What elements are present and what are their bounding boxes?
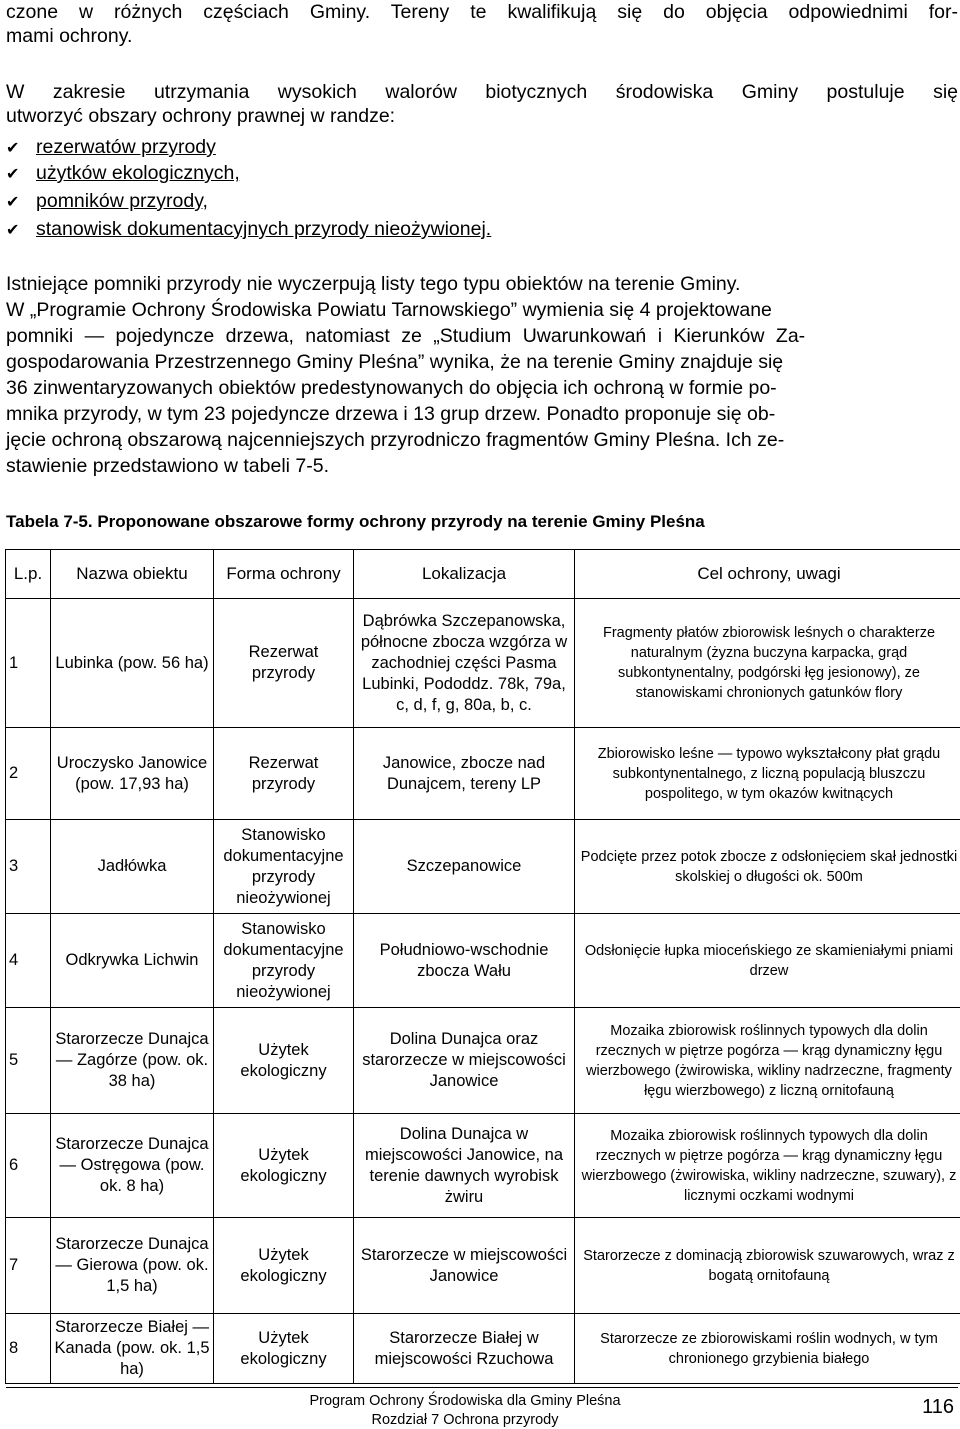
text-line: stawienie przedstawiono w tabeli 7-5. — [6, 455, 330, 477]
checkmark-icon: ✔ — [6, 220, 20, 239]
row-name: Lubinka (pow. 56 ha) — [51, 599, 214, 728]
table-row — [6, 1218, 960, 1314]
row-lp: 8 — [6, 1314, 51, 1384]
row-location: Janowice, zbocze nad Dunajcem, tereny LP — [354, 728, 575, 820]
text-line: 36 zinwentaryzowanych obiektów predestynowanych do objęcia ich ochroną w formie po- — [6, 377, 777, 399]
row-lp: 3 — [6, 820, 51, 914]
header-goal: Cel ochrony, uwagi — [575, 550, 960, 599]
row-form: Użytek ekologiczny — [214, 1314, 354, 1384]
row-goal: Mozaika zbiorowisk roślinnych typowych dla dolin rzecznych w piętrze pogórza — krąg dynamiczny łęgu wierzbowego (żwirowiska, wikliny nadrzeczne, szuwary), z licznymi oczkami wodnymi — [575, 1114, 960, 1218]
row-lp: 5 — [6, 1008, 51, 1114]
intro-paragraph — [6, 0, 958, 48]
table-row — [6, 599, 960, 728]
bullet-text: stanowisk dokumentacyjnych przyrody nieożywionej. — [36, 218, 492, 240]
table-row — [6, 728, 960, 820]
table-row — [6, 1314, 960, 1384]
table-row — [6, 1114, 960, 1218]
row-name: Starorzecze Dunajca — Zagórze (pow. ok. 38 ha) — [51, 1008, 214, 1114]
header-name: Nazwa obiektu — [51, 550, 214, 599]
row-form: Rezerwat przyrody — [214, 599, 354, 728]
row-name: Uroczysko Janowice (pow. 17,93 ha) — [51, 728, 214, 820]
row-form: Użytek ekologiczny — [214, 1114, 354, 1218]
bullet-item — [6, 217, 491, 242]
row-name: Starorzecze Dunajca — Gierowa (pow. ok. 1,5 ha) — [51, 1218, 214, 1314]
table-row — [6, 914, 960, 1008]
row-goal: Odsłonięcie łupka mioceńskiego ze skamieniałymi pniami drzew — [575, 914, 960, 1008]
protection-ranks-paragraph — [6, 80, 958, 128]
row-form: Rezerwat przyrody — [214, 728, 354, 820]
row-form: Użytek ekologiczny — [214, 1008, 354, 1114]
text-line: mnika przyrody, w tym 23 pojedyncze drzewa i 13 grup drzew. Ponadto proponuje się ob- — [6, 403, 776, 425]
row-goal: Starorzecze ze zbiorowiskami roślin wodnych, w tym chronionego grzybienia białego — [575, 1314, 960, 1384]
bullet-item — [6, 161, 240, 186]
bullet-text: pomników przyrody, — [36, 190, 208, 212]
row-location: Południowo-wschodnie zbocza Wału — [354, 914, 575, 1008]
table-caption: Tabela 7-5. Proponowane obszarowe formy ochrony przyrody na terenie Gminy Pleśna — [6, 512, 705, 531]
checkmark-icon: ✔ — [6, 164, 20, 183]
bullet-text: użytków ekologicznych, — [36, 162, 240, 184]
row-location: Starorzecze w miejscowości Janowice — [354, 1218, 575, 1314]
bullet-text: rezerwatów przyrody — [36, 136, 216, 158]
text-line: W zakresie utrzymania wysokich walorów biotycznych środowiska Gminy postuluje się — [6, 81, 958, 103]
monuments-paragraph — [6, 271, 958, 479]
text-line: W „Programie Ochrony Środowiska Powiatu Tarnowskiego” wymienia się 4 projektowane — [6, 299, 772, 321]
row-location: Dolina Dunajca oraz starorzecze w miejscowości Janowice — [354, 1008, 575, 1114]
footer-program-title: Program Ochrony Środowiska dla Gminy Pleśna — [309, 1393, 621, 1409]
table-row — [6, 820, 960, 914]
row-lp: 7 — [6, 1218, 51, 1314]
header-location: Lokalizacja — [354, 550, 575, 599]
text-line: jęcie ochroną obszarową najcenniejszych przyrodniczo fragmentów Gminy Pleśna. Ich ze- — [6, 429, 785, 451]
row-lp: 6 — [6, 1114, 51, 1218]
checkmark-icon: ✔ — [6, 192, 20, 211]
row-name: Jadłówka — [51, 820, 214, 914]
row-form: Użytek ekologiczny — [214, 1218, 354, 1314]
row-location: Szczepanowice — [354, 820, 575, 914]
row-form: Stanowisko dokumentacyjne przyrody nieożywionej — [214, 820, 354, 914]
row-location: Dąbrówka Szczepanowska, północne zbocza wzgórza w zachodniej części Pasma Lubinki, Pododdz. 78k, 79a, c, d, f, g, 80a, b, c. — [354, 599, 575, 728]
page-number: 116 — [922, 1396, 954, 1418]
footer-chapter: Rozdział 7 Ochrona przyrody — [371, 1412, 559, 1428]
row-goal: Mozaika zbiorowisk roślinnych typowych dla dolin rzecznych w piętrze pogórza — krąg dynamiczny łęgu wierzbowego (żwirowiska, wikliny nadrzeczne, fragmenty łęgu wierzbowego) z liczną ornitofauną — [575, 1008, 960, 1114]
row-lp: 1 — [6, 599, 51, 728]
header-form: Forma ochrony — [214, 550, 354, 599]
row-goal: Podcięte przez potok zbocze z odsłonięciem skał jednostki skolskiej o długości ok. 500m — [575, 820, 960, 914]
row-lp: 2 — [6, 728, 51, 820]
text-line: gospodarowania Przestrzennego Gminy Pleśna” wynika, że na terenie Gminy znajduje się — [6, 351, 784, 373]
row-goal: Zbiorowisko leśne — typowo wykształcony płat grądu subkontynentalnego, z liczną populacją bluszczu pospolitego, w tym okazów kwitnących — [575, 728, 960, 820]
row-name: Odkrywka Lichwin — [51, 914, 214, 1008]
row-goal: Fragmenty płatów zbiorowisk leśnych o charakterze naturalnym (żyzna buczyna karpacka, grąd subkontynentalny, podgórski łęg jesionowy), ze stanowiskami chronionych gatunków flory — [575, 599, 960, 728]
text-line: czone w różnych częściach Gminy. Tereny te kwalifikują się do objęcia odpowiednimi for- — [6, 1, 958, 23]
table-header-row — [6, 550, 960, 599]
row-form: Stanowisko dokumentacyjne przyrody nieożywionej — [214, 914, 354, 1008]
protection-forms-table — [5, 549, 960, 1384]
text-line: Istniejące pomniki przyrody nie wyczerpują listy tego typu obiektów na terenie Gminy. — [6, 273, 741, 295]
bullet-item — [6, 189, 208, 214]
row-location: Starorzecze Białej w miejscowości Rzuchowa — [354, 1314, 575, 1384]
text-line: mami ochrony. — [6, 25, 133, 47]
footer-divider — [6, 1387, 958, 1388]
row-lp: 4 — [6, 914, 51, 1008]
text-line: pomniki — pojedyncze drzewa, natomiast ze „Studium Uwarunkowań i Kierunków Za- — [6, 325, 806, 347]
checkmark-icon: ✔ — [6, 138, 20, 157]
header-lp: L.p. — [6, 550, 51, 599]
row-goal: Starorzecze z dominacją zbiorowisk szuwarowych, wraz z bogatą ornitofauną — [575, 1218, 960, 1314]
row-name: Starorzecze Dunajca — Ostręgowa (pow. ok. 8 ha) — [51, 1114, 214, 1218]
table-row — [6, 1008, 960, 1114]
bullet-item — [6, 135, 216, 160]
row-location: Dolina Dunajca w miejscowości Janowice, na terenie dawnych wyrobisk żwiru — [354, 1114, 575, 1218]
row-name: Starorzecze Białej — Kanada (pow. ok. 1,5 ha) — [51, 1314, 214, 1384]
text-line: utworzyć obszary ochrony prawnej w randze: — [6, 105, 396, 127]
